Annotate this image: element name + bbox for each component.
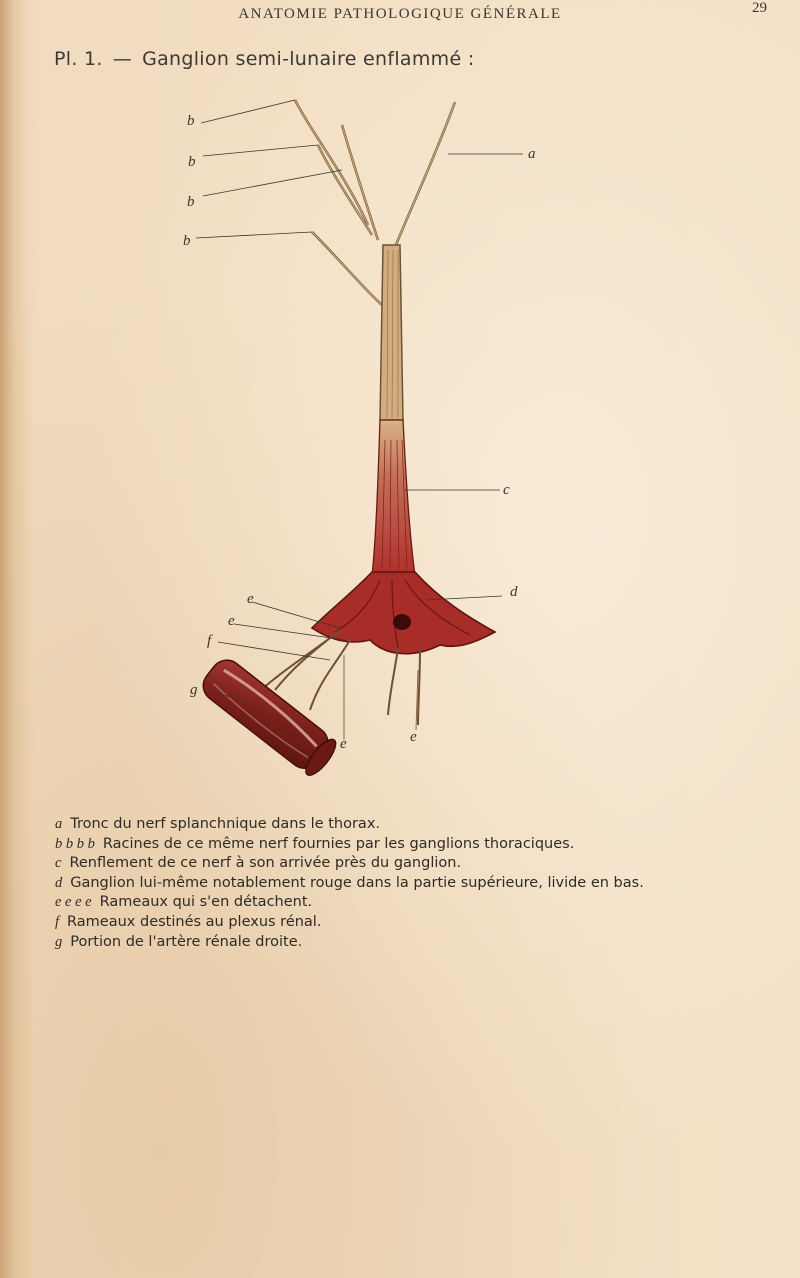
ganglion-center (393, 614, 411, 630)
label-a: a (528, 146, 536, 162)
branch-e3 (388, 648, 398, 715)
label-e1: e (247, 591, 254, 607)
page-number: 29 (752, 0, 767, 16)
label-d: d (510, 584, 518, 600)
label-b3: b (187, 194, 195, 210)
caption-row-e (55, 893, 775, 913)
caption-letter: f (55, 913, 60, 930)
nerve-roots (295, 100, 455, 305)
nerve-trunk (380, 245, 403, 420)
label-b1: b (187, 113, 195, 129)
caption-row-c (55, 854, 775, 874)
branch-e4 (418, 648, 420, 725)
plate-dash: — (112, 48, 133, 70)
label-e4: e (410, 729, 417, 745)
label-e3: e (340, 736, 347, 752)
label-g: g (190, 682, 198, 698)
label-b2: b (188, 154, 196, 170)
figure-caption (55, 815, 775, 952)
caption-row-g (55, 933, 775, 953)
caption-letter: a (55, 816, 63, 832)
label-f: f (207, 633, 212, 649)
caption-letter: e e e e (55, 894, 92, 911)
caption-text: Ganglion lui-même notablement rouge dans la partie supérieure, livide en bas. (70, 874, 644, 891)
caption-letter: g (55, 933, 63, 950)
caption-row-f (55, 913, 775, 933)
caption-text: Tronc du nerf splanchnique dans le thorax. (70, 816, 381, 832)
plate-number: Pl. 1. (54, 48, 103, 70)
label-e2: e (228, 613, 235, 629)
caption-text: Portion de l'artère rénale droite. (70, 933, 303, 950)
running-head: ANATOMIE PATHOLOGIQUE GÉNÉRALE (238, 6, 562, 22)
caption-row-a (55, 815, 775, 835)
caption-letter: d (55, 874, 63, 891)
nerve-swelling (372, 420, 415, 575)
caption-row-b (55, 835, 775, 855)
caption-row-d (55, 874, 775, 894)
ganglion (312, 572, 495, 654)
caption-text: Rameaux destinés au plexus rénal. (67, 913, 322, 930)
renal-artery (197, 654, 341, 780)
caption-letter: c (55, 855, 62, 872)
plate-title-text: Ganglion semi-lunaire enflammé : (142, 48, 475, 70)
caption-text: Renflement de ce nerf à son arrivée près du ganglion. (69, 855, 462, 872)
caption-letter: b b b b (55, 835, 95, 852)
label-b4: b (183, 233, 191, 249)
label-c: c (503, 482, 510, 498)
caption-text: Racines de ce même nerf fournies par les ganglions thoraciques. (102, 835, 575, 852)
caption-text: Rameaux qui s'en détachent. (99, 894, 313, 911)
